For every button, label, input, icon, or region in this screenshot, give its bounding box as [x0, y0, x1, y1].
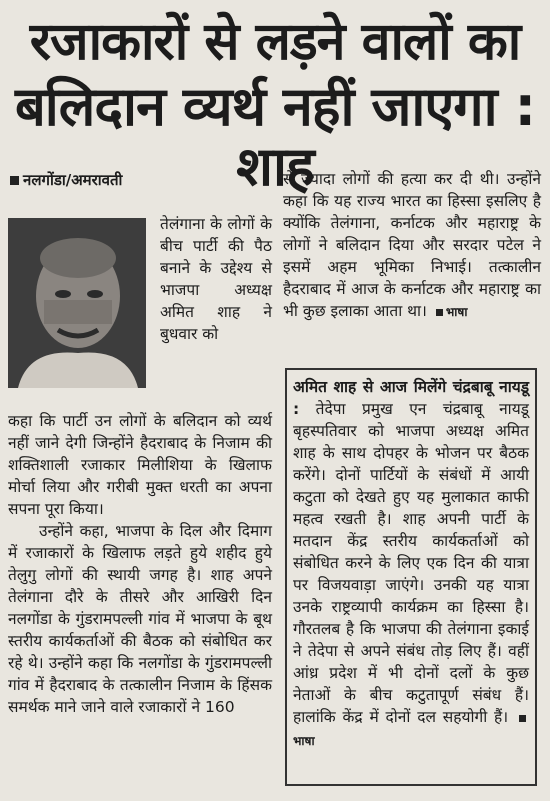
sidebar-box: [285, 368, 537, 786]
article-intro-text: तेलंगाना के लोगों के बीच पार्टी की पैठ बनाने के उद्देश्य से भाजपा अध्यक्ष अमित शाह ने बुधवार को: [160, 215, 272, 343]
headline-line-2: बलिदान व्यर्थ नहीं जाएगा : शाह: [14, 75, 536, 198]
dateline-text: नलगोंडा/अमरावती: [23, 171, 123, 189]
article-paragraph-1: कहा कि पार्टी उन लोगों के बलिदान को व्यर्थ नहीं जाने देगी जिन्होंने हैदराबाद के निजाम की शक्तिशाली रजाकार मिलीशिया के खिलाफ मोर्चा लिया और गरीबी मुक्त धरती का अपना सपना पूरा किया।: [8, 412, 272, 518]
agency-text: भाषा: [445, 305, 468, 319]
article-intro-wrap: [160, 213, 272, 345]
box-agency-text: भाषा: [293, 734, 315, 748]
box-body: तेदेपा प्रमुख एन चंद्रबाबू नायडू बृहस्पतिवार को भाजपा अध्यक्ष अमित शाह के साथ दोपहर के भोजन पर बैठक करेंगे। दोनों पार्टियों के संबंधों में आयी कटुता को देखते हुए यह मुलाकात काफी महत्व रखती है। शाह अपनी पार्टी के मतदान केंद्र स्तरीय कार्यकर्ताओं को संबोधित करने के लिए एक दिन की यात्रा पर विजयवाड़ा जाएंगे। उनकी यह यात्रा उनके राष्ट्रव्यापी कार्यक्रम का हिस्सा है। गौरतलब है कि भाजपा की तेलंगाना इकाई ने तेदेपा से अपने संबंध तोड़ लिए हैं। वहीं आंध्र प्रदेश में भी दोनों दलों के कुछ नेताओं के बीच कटुतापूर्ण संबंध हैं। हालांकि केंद्र में दोनों दल सहयोगी हैं।: [293, 400, 529, 726]
square-bullet-icon: [519, 715, 526, 722]
article-left-column: [8, 410, 272, 718]
portrait-illustration: [8, 218, 146, 388]
article-right-column: [283, 168, 541, 323]
agency-tag: [436, 305, 468, 319]
square-bullet-icon: [10, 176, 19, 185]
square-bullet-icon: [436, 309, 443, 316]
dateline: [10, 170, 270, 190]
portrait-photo: [8, 218, 146, 388]
headline-line-1: रजाकारों से लड़ने वालों का: [29, 12, 521, 72]
box-title: अमित शाह से आज मिलेंगे चंद्रबाबू नायडू :: [293, 378, 529, 418]
article-paragraph-2: उन्होंने कहा, भाजपा के दिल और दिमाग में रजाकारों के खिलाफ लड़ते हुये शहीद हुये तेलुगु लोगों की स्थायी जगह है। शाह अपने तेलंगाना दौरे के तीसरे और आखिरी दिन नलगोंडा के गुंडरामपल्ली गांव में भाजपा के बूथ स्तरीय कार्यकर्ताओं की बैठक को संबोधित कर रहे थे। उन्होंने कहा कि नलगोंडा के गुंडरामपल्ली गांव में हैदराबाद के तत्कालीन निजाम के हिंसक समर्थक माने जाने वाले रजाकारों ने 160: [8, 522, 272, 716]
article-paragraph-3: से ज्यादा लोगों की हत्या कर दी थी। उन्होंने कहा कि यह राज्य भारत का हिस्सा इसलिए है क्योंकि तेलंगाना, कर्नाटक और महाराष्ट्र के लोगों ने बलिदान दिया और सरदार पटेल ने इसमें अहम भूमिका निभाई। तत्कालीन हैदराबाद में आज के कर्नाटक और महाराष्ट्र का भी कुछ इलाका आता था।: [283, 170, 541, 320]
